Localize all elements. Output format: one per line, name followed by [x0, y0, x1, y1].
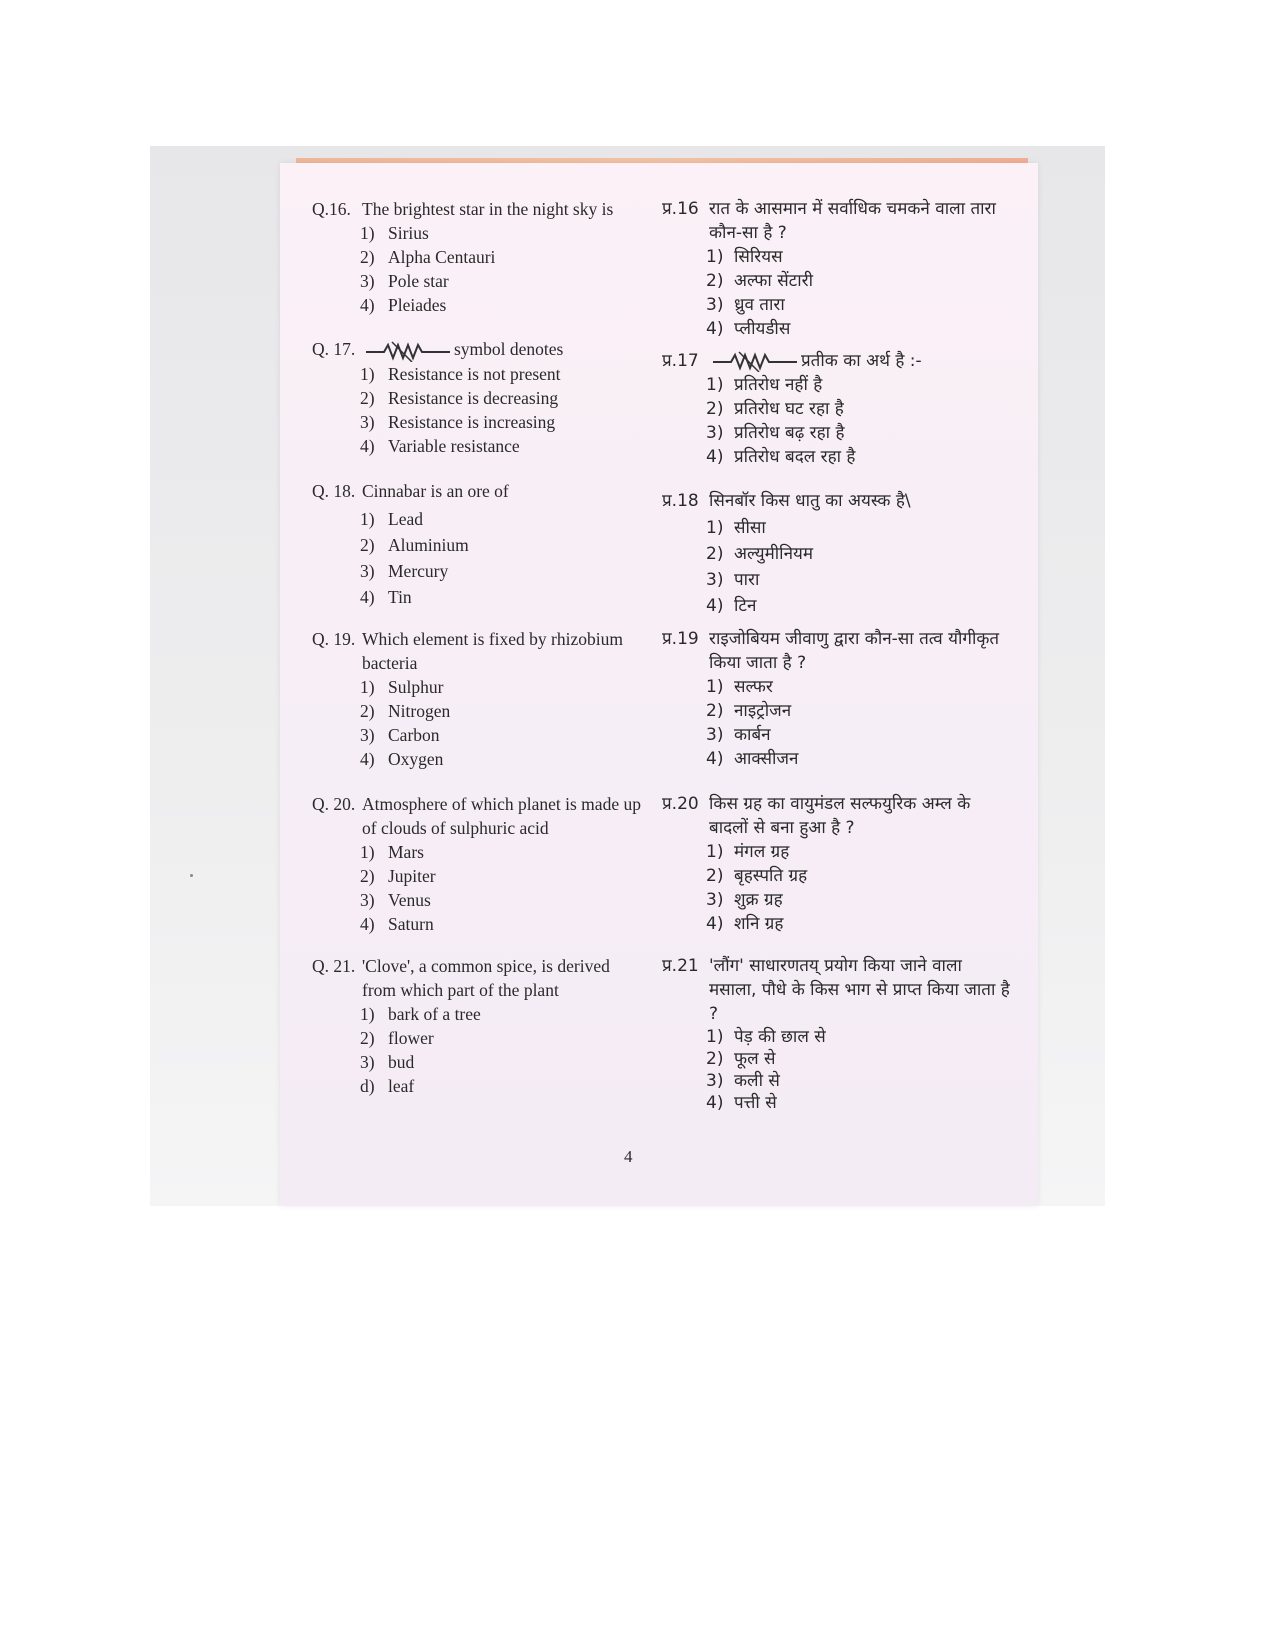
- options-list: [662, 840, 1012, 936]
- option: 1) प्रतिरोध नहीं है: [706, 375, 823, 395]
- option: 1) मंगल ग्रह: [706, 842, 790, 862]
- option: 4) टिन: [706, 596, 757, 616]
- option: 3) Venus: [360, 890, 431, 910]
- option: 1) Resistance is not present: [360, 363, 561, 384]
- question-19-en: [312, 627, 647, 771]
- option: 1) bark of a tree: [360, 1004, 481, 1024]
- options-list: [662, 515, 1012, 619]
- question-text: symbol denotes: [454, 339, 564, 359]
- question-text: The brightest star in the night sky is: [362, 199, 614, 219]
- question-number: Q. 21.: [312, 956, 356, 976]
- option: 2) बृहस्पति ग्रह: [706, 866, 808, 886]
- question-18-hi: [662, 489, 1012, 619]
- question-number: प्र.17: [662, 351, 699, 371]
- option: 1) सीसा: [706, 518, 766, 538]
- question-17-en: [312, 337, 647, 458]
- question-number: प्र.20: [662, 794, 699, 814]
- question-text: 'लौंग' साधारणतय् प्रयोग किया जाने वाला मसाला, पौधे के किस भाग से प्राप्त किया जाता है ?: [709, 956, 1010, 1024]
- question-21-en: [312, 954, 647, 1098]
- question-number: Q. 18.: [312, 481, 356, 501]
- options-list: [312, 221, 647, 317]
- option: 1) Lead: [360, 509, 423, 529]
- option: 2) Nitrogen: [360, 701, 451, 721]
- question-20-en: [312, 792, 647, 936]
- question-text: Which element is fixed by rhizobium bacteria: [362, 629, 623, 673]
- question-number: Q. 19.: [312, 629, 356, 649]
- option: 4) Pleiades: [360, 295, 447, 315]
- option: 3) ध्रुव तारा: [706, 295, 785, 315]
- option: 4) Oxygen: [360, 749, 444, 769]
- question-number: Q. 20.: [312, 794, 356, 814]
- question-20-hi: [662, 792, 1012, 936]
- option: 1) सिरियस: [706, 247, 783, 267]
- option: 4) पत्ती से: [706, 1093, 777, 1113]
- question-16-hi: [662, 197, 1012, 341]
- option: 3) कार्बन: [706, 725, 771, 745]
- question-text: प्रतीक का अर्थ है :-: [801, 351, 922, 371]
- options-list: [312, 1002, 647, 1098]
- question-number: Q. 17.: [312, 339, 356, 359]
- variable-resistor-symbol-icon: [713, 350, 797, 372]
- question-21-hi: [662, 954, 1012, 1114]
- options-list: [662, 675, 1012, 771]
- option: 2) अल्युमीनियम: [706, 544, 814, 564]
- question-17-hi: [662, 349, 1012, 469]
- question-number: प्र.21: [662, 956, 699, 976]
- page-number: 4: [624, 1147, 633, 1166]
- question-text: Cinnabar is an ore of: [362, 481, 509, 501]
- options-list: [312, 362, 647, 458]
- options-list: [662, 1026, 1012, 1114]
- options-list: [312, 675, 647, 771]
- option: 2) Jupiter: [360, 866, 436, 886]
- question-text: रात के आसमान में सर्वाधिक चमकने वाला तारा कौन-सा है ?: [709, 199, 996, 243]
- option: 4) शनि ग्रह: [706, 914, 784, 934]
- option: 4) आक्सीजन: [706, 749, 799, 769]
- option: 3) शुक्र ग्रह: [706, 890, 783, 910]
- question-19-hi: [662, 627, 1012, 771]
- question-number: प्र.18: [662, 491, 699, 511]
- option: 1) पेड़ की छाल से: [706, 1027, 826, 1047]
- option: 2) प्रतिरोध घट रहा है: [706, 399, 844, 419]
- options-list: [312, 840, 647, 936]
- option: 2) फूल से: [706, 1049, 776, 1069]
- option: 3) Carbon: [360, 725, 440, 745]
- option: 2) Aluminium: [360, 535, 469, 555]
- option: 3) Mercury: [360, 561, 449, 581]
- option: 2) अल्फा सेंटारी: [706, 271, 814, 291]
- question-number: Q.16.: [312, 199, 351, 219]
- question-text: Atmosphere of which planet is made up of clouds of sulphuric acid: [362, 794, 641, 838]
- option: 3) Resistance is increasing: [360, 411, 556, 432]
- option: 4) Variable resistance: [360, 435, 520, 456]
- option: 3) प्रतिरोध बढ़ रहा है: [706, 423, 845, 443]
- option: 4) प्रतिरोध बदल रहा है: [706, 447, 856, 467]
- option: 3) Pole star: [360, 271, 449, 291]
- question-paper-page: [280, 163, 1038, 1206]
- option: 1) Sulphur: [360, 677, 444, 697]
- option: 4) Saturn: [360, 914, 434, 934]
- question-18-en: [312, 479, 647, 610]
- scan-speck: [190, 874, 193, 877]
- option: 3) पारा: [706, 570, 760, 590]
- option: 3) कली से: [706, 1071, 780, 1091]
- options-list: [312, 506, 647, 610]
- option: 3) bud: [360, 1052, 415, 1072]
- question-text: किस ग्रह का वायुमंडल सल्फयुरिक अम्ल के बादलों से बना हुआ है ?: [709, 794, 971, 838]
- question-16-en: [312, 197, 647, 317]
- question-text: 'Clove', a common spice, is derived from which part of the plant: [362, 956, 610, 1000]
- variable-resistor-symbol-icon: [366, 340, 450, 362]
- option: 2) flower: [360, 1028, 434, 1048]
- question-number: प्र.16: [662, 199, 699, 219]
- option: d) leaf: [360, 1076, 415, 1096]
- question-number: प्र.19: [662, 629, 699, 649]
- option: 1) Sirius: [360, 223, 429, 243]
- question-text: राइजोबियम जीवाणु द्वारा कौन-सा तत्व यौगीकृत किया जाता है ?: [709, 629, 1000, 673]
- options-list: [662, 373, 1012, 469]
- options-list: [662, 245, 1012, 341]
- option: 2) Alpha Centauri: [360, 247, 496, 267]
- question-text: सिनबॉर किस धातु का अयस्क है\: [709, 491, 911, 511]
- option: 1) Mars: [360, 842, 424, 862]
- option: 2) Resistance is decreasing: [360, 387, 559, 408]
- option: 4) प्लीयडीस: [706, 319, 791, 339]
- option: 2) नाइट्रोजन: [706, 701, 792, 721]
- option: 4) Tin: [360, 587, 412, 607]
- option: 1) सल्फर: [706, 677, 773, 697]
